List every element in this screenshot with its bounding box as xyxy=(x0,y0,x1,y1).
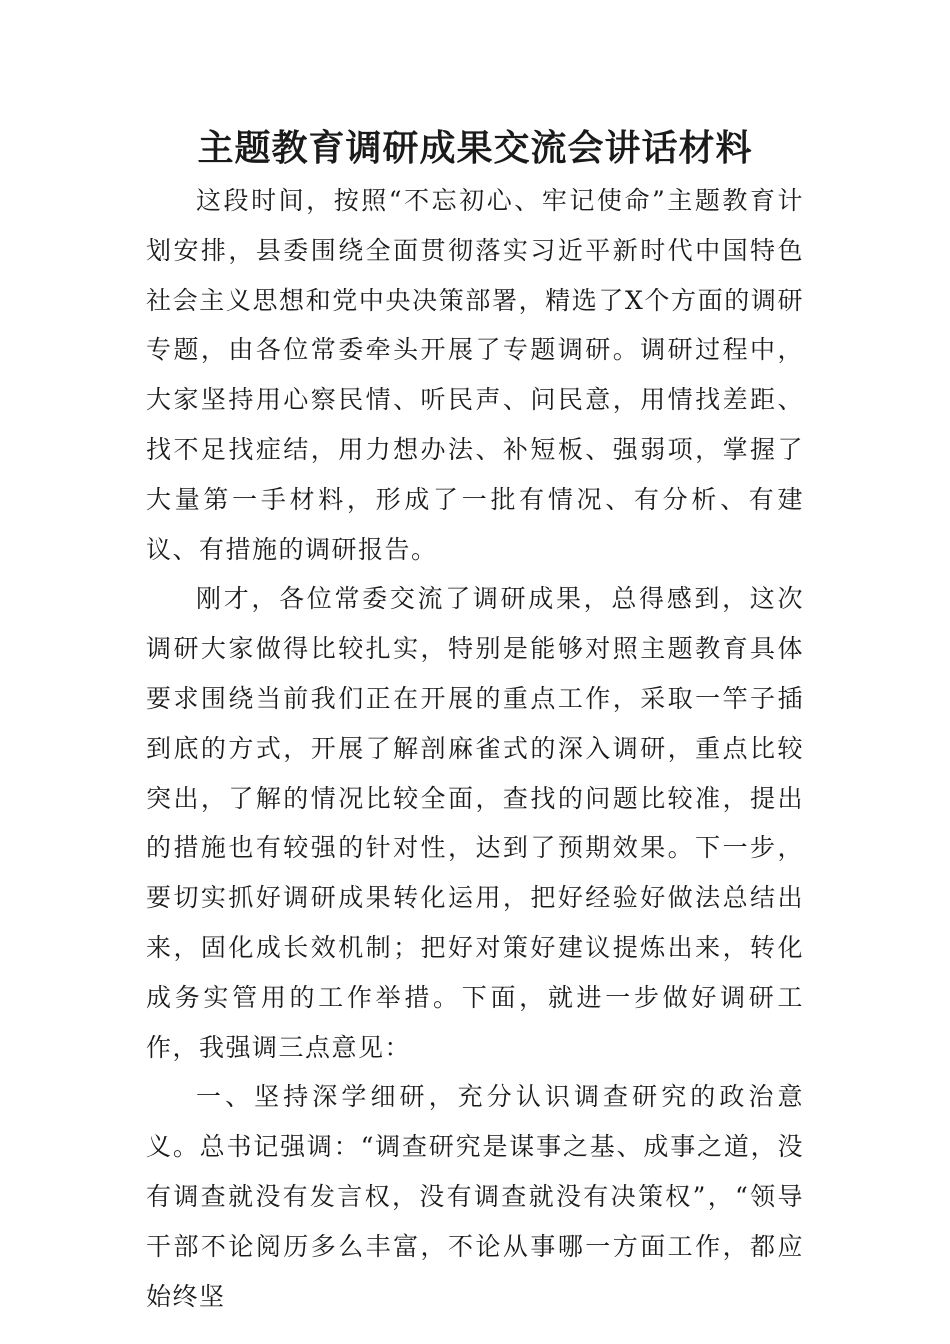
document-body xyxy=(146,176,804,1321)
paragraph-summary: 刚才，各位常委交流了调研成果，总得感到，这次调研大家做得比较扎实，特别是能够对照主题教育具体要求围绕当前我们正在开展的重点工作，采取一竿子插到底的方式，开展了解剖麻雀式的深入调研，重点比较突出，了解的情况比较全面，查找的问题比较准，提出的措施也有较强的针对性，达到了预期效果。下一步，要切实抓好调研成果转化运用，把好经验好做法总结出来，固化成长效机制；把好对策好建议提炼出来，转化成务实管用的工作举措。下面，就进一步做好调研工作，我强调三点意见： xyxy=(146,584,804,1062)
paragraph-point-one: 一、坚持深学细研，充分认识调查研究的政治意义。总书记强调：“调查研究是谋事之基、成事之道，没有调查就没有发言权，没有调查就没有决策权”，“领导干部不论阅历多么丰富，不论从事哪一方面工作，都应始终坚 xyxy=(146,1082,804,1311)
paragraph-intro: 这段时间，按照“不忘初心、牢记使命”主题教育计划安排，县委围绕全面贯彻落实习近平新时代中国特色社会主义思想和党中央决策部署，精选了X个方面的调研专题，由各位常委牵头开展了专题调研。调研过程中，大家坚持用心察民情、听民声、问民意，用情找差距、找不足找症结，用力想办法、补短板、强弱项，掌握了大量第一手材料，形成了一批有情况、有分析、有建议、有措施的调研报告。 xyxy=(146,186,804,564)
document-title: 主题教育调研成果交流会讲话材料 xyxy=(197,127,753,169)
